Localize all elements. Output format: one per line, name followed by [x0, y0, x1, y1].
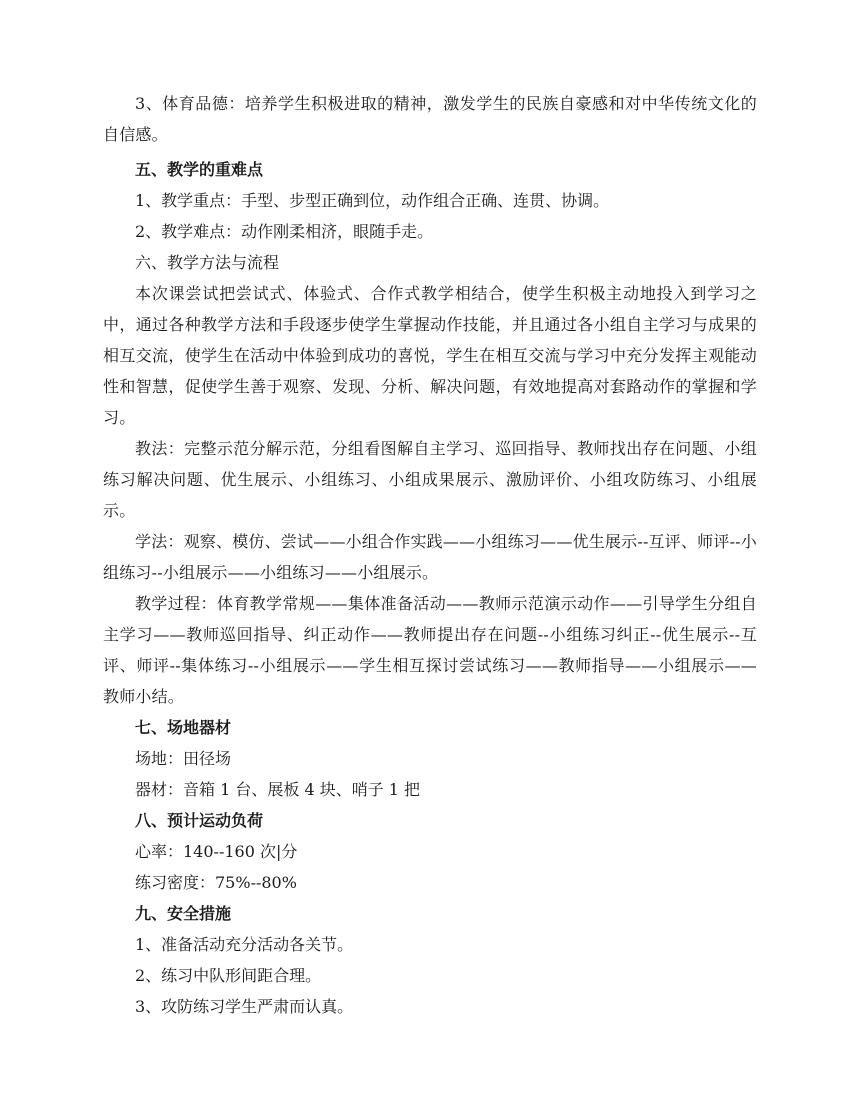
paragraph-teaching-method: 教法：完整示范分解示范，分组看图解自主学习、巡回指导、教师找出存在问题、小组练习解决问题、优生展示、小组练习、小组成果展示、激励评价、小组攻防练习、小组展示。: [103, 439, 757, 520]
safety-item-1: 1、准备活动充分活动各关节。: [135, 935, 354, 954]
paragraph-sports-virtue: 3、体育品德：培养学生积极进取的精神，激发学生的民族自豪感和对中华传统文化的自信感。: [103, 94, 757, 144]
difficulty-line: 2、教学难点：动作刚柔相济，眼随手走。: [135, 222, 434, 241]
document-page: [103, 88, 757, 1022]
section-heading-5: 五、教学的重难点: [135, 160, 264, 179]
key-point-line: 1、教学重点：手型、步型正确到位，动作组合正确、连贯、协调。: [135, 191, 610, 210]
safety-item-3: 3、攻防练习学生严肃而认真。: [135, 997, 354, 1016]
paragraph-teaching-process: 教学过程：体育教学常规——集体准备活动——教师示范演示动作——引导学生分组自主学习——教师巡回指导、纠正动作——教师提出存在问题--小组练习纠正--优生展示--互评、师评--集体练习--小组展示——学生相互探讨尝试练习——教师指导——小组展示——教师小结。: [103, 594, 757, 706]
section-heading-6: 六、教学方法与流程: [135, 253, 280, 272]
practice-density-line: 练习密度：75%--80%: [135, 873, 297, 892]
section-heading-8: 八、预计运动负荷: [135, 811, 264, 830]
venue-line: 场地：田径场: [135, 749, 232, 768]
equipment-line: 器材：音箱 1 台、展板 4 块、哨子 1 把: [135, 780, 421, 799]
heart-rate-line: 心率：140--160 次|分: [135, 842, 298, 861]
paragraph-learning-method: 学法：观察、模仿、尝试——小组合作实践——小组练习——优生展示--互评、师评--小组练习--小组展示——小组练习——小组展示。: [103, 532, 757, 582]
safety-item-2: 2、练习中队形间距合理。: [135, 966, 322, 985]
section-heading-7: 七、场地器材: [135, 718, 232, 737]
paragraph-method-intro: 本次课尝试把尝试式、体验式、合作式教学相结合，使学生积极主动地投入到学习之中，通过各种教学方法和手段逐步使学生掌握动作技能，并且通过各小组自主学习与成果的相互交流，使学生在活动中体验到成功的喜悦，学生在相互交流与学习中充分发挥主观能动性和智慧，促使学生善于观察、发现、分析、解决问题，有效地提高对套路动作的掌握和学习。: [103, 284, 757, 427]
section-heading-9: 九、安全措施: [135, 904, 232, 923]
